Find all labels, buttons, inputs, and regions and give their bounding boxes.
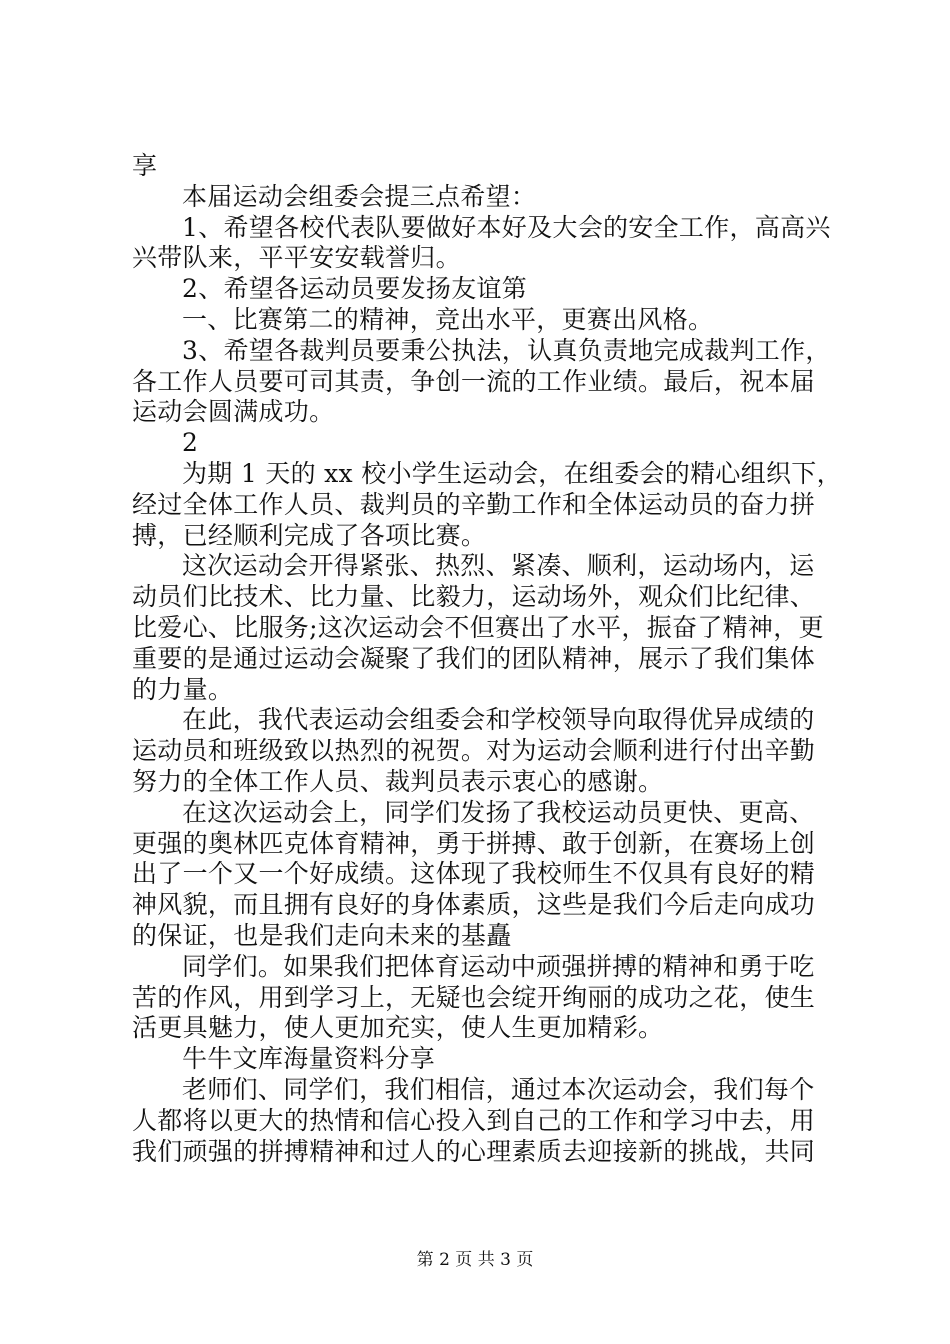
- text-line: 我们顽强的拼搏精神和过人的心理素质去迎接新的挑战，共同: [132, 1136, 816, 1166]
- text-line: 运动员和班级致以热烈的祝贺。对为运动会顺利进行付出辛勤: [132, 736, 816, 766]
- page-footer: 第 2 页 共 3 页: [416, 1250, 534, 1270]
- text-line: 出了一个又一个好成绩。这体现了我校师生不仅具有良好的精: [132, 859, 816, 889]
- text-line: 一、比赛第二的精神，竞出水平，更赛出风格。: [182, 304, 714, 334]
- text-line: 老师们、同学们，我们相信，通过本次运动会，我们每个: [182, 1074, 815, 1104]
- text-line: 在这次运动会上，同学们发扬了我校运动员更快、更高、: [182, 797, 815, 827]
- text-line: 2: [182, 428, 199, 458]
- text-line: 在此，我代表运动会组委会和学校领导向取得优异成绩的: [182, 705, 815, 735]
- text-line: 2、希望各运动员要发扬友谊第: [182, 274, 528, 304]
- text-line: 经过全体工作人员、裁判员的辛勤工作和全体运动员的奋力拼: [132, 489, 816, 519]
- text-line: 重要的是通过运动会凝聚了我们的团队精神，展示了我们集体: [132, 643, 816, 673]
- text-line: 运动会圆满成功。: [132, 397, 335, 427]
- text-line: 享: [132, 151, 158, 180]
- text-line: 1、希望各校代表队要做好本好及大会的安全工作，高高兴: [182, 212, 831, 242]
- text-line: 神风貌，而且拥有良好的身体素质，这些是我们今后走向成功: [132, 890, 816, 920]
- text-line: 为期 1 天的 xx 校小学生运动会，在组委会的精心组织下，: [182, 458, 842, 488]
- text-line: 比爱心、比服务;这次运动会不但赛出了水平，振奋了精神，更: [132, 612, 824, 642]
- text-line: 活更具魅力，使人更加充实，使人生更加精彩。: [132, 1013, 664, 1043]
- text-line: 努力的全体工作人员、裁判员表示衷心的感谢。: [132, 766, 664, 796]
- text-line: 搏，已经顺利完成了各项比赛。: [132, 520, 487, 550]
- text-line: 兴带队来，平平安安载誉归。: [132, 243, 461, 273]
- text-line: 的保证，也是我们走向未来的基矗: [132, 920, 512, 950]
- text-line: 3、希望各裁判员要秉公执法，认真负责地完成裁判工作，: [182, 335, 831, 365]
- text-line: 同学们。如果我们把体育运动中顽强拼搏的精神和勇于吃: [182, 951, 815, 981]
- text-line: 更强的奥林匹克体育精神，勇于拼搏、敢于创新，在赛场上创: [132, 828, 816, 858]
- text-line: 各工作人员要可司其责，争创一流的工作业绩。最后，祝本届: [132, 366, 816, 396]
- text-line: 牛牛文库海量资料分享: [182, 1044, 436, 1074]
- text-line: 动员们比技术、比力量、比毅力，运动场外，观众们比纪律、: [132, 582, 816, 612]
- text-line: 人都将以更大的热情和信心投入到自己的工作和学习中去，用: [132, 1105, 816, 1135]
- text-line: 的力量。: [132, 674, 234, 704]
- document-body: [132, 151, 842, 1167]
- text-line: 这次运动会开得紧张、热烈、紧凑、顺利，运动场内，运: [182, 551, 815, 581]
- text-line: 苦的作风，用到学习上，无疑也会绽开绚丽的成功之花，使生: [132, 982, 816, 1012]
- text-line: 本届运动会组委会提三点希望：: [182, 181, 537, 211]
